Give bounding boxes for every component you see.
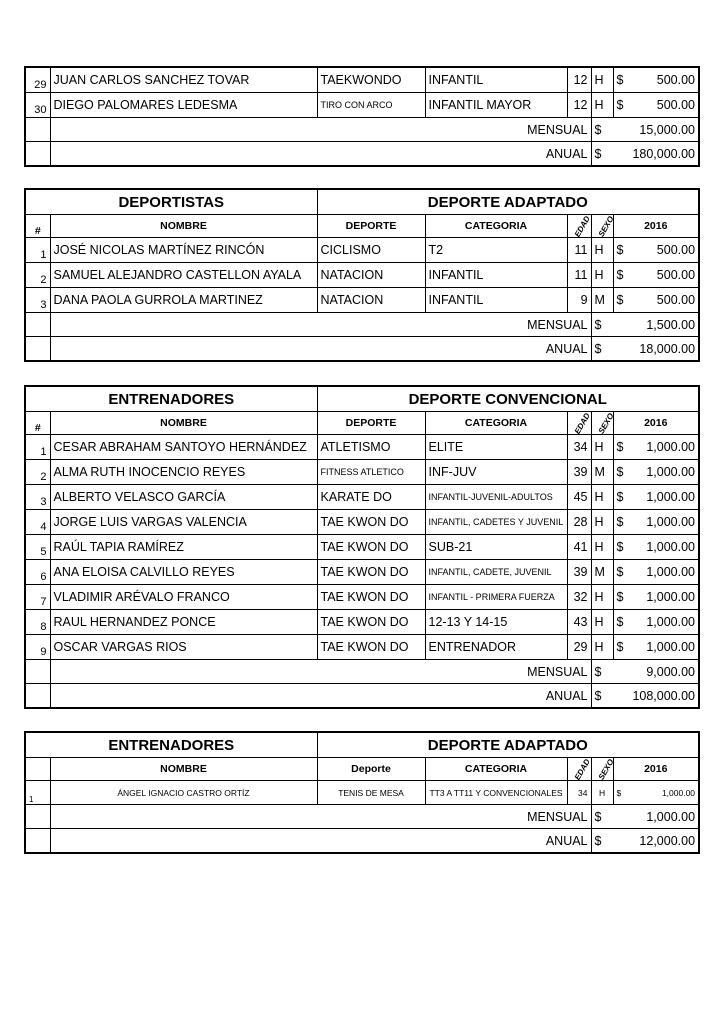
amount-value: 500.00 [656, 243, 696, 257]
amount-value: 1,000.00 [646, 640, 696, 654]
sex-cell: H [591, 535, 613, 560]
anual-amount: 18,000.00 [639, 341, 696, 356]
anual-row [25, 337, 699, 362]
currency: $ [616, 465, 624, 479]
sport-cell: TAE KWON DO [317, 535, 425, 560]
amount-value: 500.00 [656, 268, 696, 282]
amount-value: 1,000.00 [646, 615, 696, 629]
categoria-header: CATEGORIA [425, 215, 567, 238]
sport-cell: TIRO CON ARCO [317, 93, 425, 118]
sex-cell: H [591, 585, 613, 610]
name-cell: OSCAR VARGAS RIOS [50, 635, 317, 660]
category-cell: INFANTIL - PRIMERA FUERZA [425, 585, 567, 610]
table-row [25, 535, 699, 560]
sport-cell: TAE KWON DO [317, 635, 425, 660]
amount-cell [613, 263, 699, 288]
table-row [25, 460, 699, 485]
currency: $ [616, 640, 624, 654]
sport-cell: TAE KWON DO [317, 610, 425, 635]
anual-amount: 180,000.00 [632, 146, 695, 161]
amount-cell [613, 67, 699, 93]
category-cell: INFANTIL-JUVENIL-ADULTOS [425, 485, 567, 510]
amount-cell [613, 610, 699, 635]
sex-cell: M [591, 288, 613, 313]
currency: $ [616, 615, 624, 629]
sex-cell: H [591, 93, 613, 118]
currency: $ [616, 440, 624, 454]
sport-cell: FITNESS ATLETICO [317, 460, 425, 485]
currency: $ [616, 540, 624, 554]
table-row [25, 435, 699, 460]
row-number: 5 [25, 535, 50, 560]
name-cell: DANA PAOLA GURROLA MARTINEZ [50, 288, 317, 313]
amount-cell [613, 560, 699, 585]
edad-header: EDAD [572, 214, 592, 239]
anual-label: ANUAL [50, 684, 591, 709]
title-left: DEPORTISTAS [25, 189, 317, 215]
amount-value: 1,000.00 [646, 465, 696, 479]
row-number: 1 [25, 238, 50, 263]
nombre-header: NOMBRE [50, 412, 317, 435]
table-row [25, 67, 699, 93]
amount-value: 1,000.00 [646, 440, 696, 454]
nombre-header: NOMBRE [50, 758, 317, 781]
anual-label: ANUAL [50, 337, 591, 362]
row-number: 4 [25, 510, 50, 535]
title-left: ENTRENADORES [25, 732, 317, 758]
nombre-header: NOMBRE [50, 215, 317, 238]
amount-value: 1,000.00 [646, 540, 696, 554]
category-cell: INFANTIL [425, 288, 567, 313]
amount-cell [613, 635, 699, 660]
amount-value: 1,000.00 [646, 490, 696, 504]
currency: $ [594, 688, 602, 703]
category-cell: SUB-21 [425, 535, 567, 560]
mensual-row [25, 313, 699, 337]
sport-cell: NATACION [317, 288, 425, 313]
anual-row [25, 142, 699, 167]
amount-value: 1,000.00 [646, 515, 696, 529]
row-number: 2 [25, 263, 50, 288]
table-row [25, 263, 699, 288]
name-cell: JOSÉ NICOLAS MARTÍNEZ RINCÓN [50, 238, 317, 263]
name-cell: ANA ELOISA CALVILLO REYES [50, 560, 317, 585]
name-cell: ÁNGEL IGNACIO CASTRO ORTÍZ [50, 781, 317, 805]
table-row [25, 93, 699, 118]
hash-header: # [25, 215, 50, 238]
age-cell: 12 [567, 67, 591, 93]
section-deportistas-adaptado [24, 188, 698, 362]
categoria-header: CATEGORIA [425, 758, 567, 781]
sport-cell: TAEKWONDO [317, 67, 425, 93]
amount-value: 1,000.00 [661, 787, 696, 798]
sexo-header: SEXO [596, 757, 616, 782]
anual-label: ANUAL [50, 142, 591, 167]
amount-cell [613, 585, 699, 610]
table-row [25, 485, 699, 510]
sport-cell: CICLISMO [317, 238, 425, 263]
amount-value: 1,000.00 [646, 590, 696, 604]
age-cell: 29 [567, 635, 591, 660]
deporte-header: DEPORTE [317, 215, 425, 238]
currency: $ [616, 565, 624, 579]
anual-amount: 108,000.00 [632, 688, 696, 703]
row-number: 3 [25, 288, 50, 313]
currency: $ [594, 317, 602, 332]
sport-cell: TAE KWON DO [317, 560, 425, 585]
year-header: 2016 [613, 412, 699, 435]
table-row [25, 560, 699, 585]
amount-cell [613, 460, 699, 485]
mensual-amount: 1,500.00 [646, 317, 696, 332]
edad-header: EDAD [572, 757, 592, 782]
row-number: 30 [25, 93, 50, 118]
currency: $ [594, 146, 602, 161]
row-number: 7 [25, 585, 50, 610]
anual-row [25, 829, 699, 854]
mensual-row [25, 660, 699, 684]
currency: $ [616, 787, 622, 798]
sport-cell: TAE KWON DO [317, 585, 425, 610]
mensual-amount: 9,000.00 [646, 664, 696, 679]
age-cell: 45 [567, 485, 591, 510]
currency: $ [616, 243, 624, 257]
deporte-header: Deporte [317, 758, 425, 781]
currency: $ [616, 590, 624, 604]
section-entrenadores-adaptado [24, 731, 698, 854]
currency: $ [616, 268, 624, 282]
age-cell: 39 [567, 560, 591, 585]
table-row [25, 238, 699, 263]
age-cell: 11 [567, 263, 591, 288]
row-number: 9 [25, 635, 50, 660]
category-cell: ENTRENADOR [425, 635, 567, 660]
category-cell: INF-JUV [425, 460, 567, 485]
category-cell: INFANTIL [425, 67, 567, 93]
amount-cell [613, 288, 699, 313]
row-number: 29 [25, 67, 50, 93]
category-cell: INFANTIL [425, 263, 567, 288]
table-row [25, 585, 699, 610]
title-right: DEPORTE ADAPTADO [317, 189, 699, 215]
age-cell: 43 [567, 610, 591, 635]
hash-header: # [25, 412, 50, 435]
title-right: DEPORTE ADAPTADO [317, 732, 699, 758]
sex-cell: H [591, 435, 613, 460]
name-cell: SAMUEL ALEJANDRO CASTELLON AYALA [50, 263, 317, 288]
row-number: 1 [25, 781, 50, 805]
year-header: 2016 [613, 758, 699, 781]
name-cell: JORGE LUIS VARGAS VALENCIA [50, 510, 317, 535]
row-number: 3 [25, 485, 50, 510]
table-row [25, 635, 699, 660]
category-cell: ELITE [425, 435, 567, 460]
currency: $ [616, 98, 624, 112]
name-cell: JUAN CARLOS SANCHEZ TOVAR [50, 67, 317, 93]
sex-cell: H [591, 485, 613, 510]
anual-row [25, 684, 699, 709]
categoria-header: CATEGORIA [425, 412, 567, 435]
category-cell: 12-13 Y 14-15 [425, 610, 567, 635]
amount-value: 500.00 [656, 73, 695, 87]
table-row [25, 288, 699, 313]
age-cell: 12 [567, 93, 591, 118]
table-row [25, 781, 699, 805]
age-cell: 34 [567, 435, 591, 460]
amount-value: 500.00 [656, 293, 696, 307]
age-cell: 32 [567, 585, 591, 610]
section-entrenadores-convencional [24, 385, 698, 709]
sex-cell: H [591, 238, 613, 263]
title-left: ENTRENADORES [25, 386, 317, 412]
currency: $ [594, 833, 602, 848]
sex-cell: H [591, 781, 613, 805]
mensual-label: MENSUAL [50, 660, 591, 684]
currency: $ [616, 73, 624, 87]
amount-cell [613, 93, 699, 118]
deportistas-table [24, 188, 700, 362]
age-cell: 9 [567, 288, 591, 313]
mensual-amount: 1,000.00 [646, 809, 696, 824]
category-cell: INFANTIL, CADETE, JUVENIL [425, 560, 567, 585]
sport-cell: ATLETISMO [317, 435, 425, 460]
name-cell: CESAR ABRAHAM SANTOYO HERNÁNDEZ [50, 435, 317, 460]
age-cell: 28 [567, 510, 591, 535]
entrenadores-adaptado-table [24, 731, 700, 854]
section-continuation [24, 66, 698, 167]
sport-cell: TAE KWON DO [317, 510, 425, 535]
amount-cell [613, 485, 699, 510]
age-cell: 11 [567, 238, 591, 263]
currency: $ [594, 122, 602, 137]
amount-value: 500.00 [656, 98, 695, 112]
name-cell: RAUL HERNANDEZ PONCE [50, 610, 317, 635]
name-cell: DIEGO PALOMARES LEDESMA [50, 93, 317, 118]
row-number: 6 [25, 560, 50, 585]
amount-cell [613, 781, 699, 805]
sport-cell: NATACION [317, 263, 425, 288]
currency: $ [594, 664, 602, 679]
sex-cell: H [591, 610, 613, 635]
amount-cell [613, 238, 699, 263]
category-cell: INFANTIL, CADETES Y JUVENIL [425, 510, 567, 535]
amount-cell [613, 510, 699, 535]
mensual-label: MENSUAL [50, 313, 591, 337]
name-cell: ALBERTO VELASCO GARCÍA [50, 485, 317, 510]
sex-cell: H [591, 510, 613, 535]
table-row [25, 510, 699, 535]
currency: $ [616, 293, 624, 307]
age-cell: 34 [567, 781, 591, 805]
anual-label: ANUAL [50, 829, 591, 854]
mensual-label: MENSUAL [50, 118, 591, 142]
currency: $ [616, 490, 624, 504]
title-right: DEPORTE CONVENCIONAL [317, 386, 699, 412]
anual-amount: 12,000.00 [639, 833, 696, 848]
sexo-header: SEXO [596, 411, 616, 436]
name-cell: ALMA RUTH INOCENCIO REYES [50, 460, 317, 485]
category-cell: T2 [425, 238, 567, 263]
mensual-amount: 15,000.00 [639, 122, 695, 137]
year-header: 2016 [613, 215, 699, 238]
age-cell: 39 [567, 460, 591, 485]
sex-cell: M [591, 560, 613, 585]
row-number: 8 [25, 610, 50, 635]
name-cell: RAÚL TAPIA RAMÍREZ [50, 535, 317, 560]
sex-cell: H [591, 263, 613, 288]
category-cell: TT3 A TT11 Y CONVENCIONALES [425, 781, 567, 805]
entrenadores-convencional-table [24, 385, 700, 709]
category-cell: INFANTIL MAYOR [425, 93, 567, 118]
continuation-table [24, 66, 700, 167]
sexo-header: SEXO [596, 214, 616, 239]
age-cell: 41 [567, 535, 591, 560]
sport-cell: TENIS DE MESA [317, 781, 425, 805]
sport-cell: KARATE DO [317, 485, 425, 510]
currency: $ [594, 341, 602, 356]
amount-cell [613, 535, 699, 560]
amount-value: 1,000.00 [646, 565, 696, 579]
currency: $ [594, 809, 602, 824]
row-number: 1 [25, 435, 50, 460]
deporte-header: DEPORTE [317, 412, 425, 435]
sex-cell: H [591, 635, 613, 660]
row-number: 2 [25, 460, 50, 485]
sex-cell: H [591, 67, 613, 93]
mensual-label: MENSUAL [50, 805, 591, 829]
currency: $ [616, 515, 624, 529]
mensual-row [25, 118, 699, 142]
sex-cell: M [591, 460, 613, 485]
table-row [25, 610, 699, 635]
mensual-row [25, 805, 699, 829]
amount-cell [613, 435, 699, 460]
name-cell: VLADIMIR ARÉVALO FRANCO [50, 585, 317, 610]
edad-header: EDAD [572, 411, 592, 436]
